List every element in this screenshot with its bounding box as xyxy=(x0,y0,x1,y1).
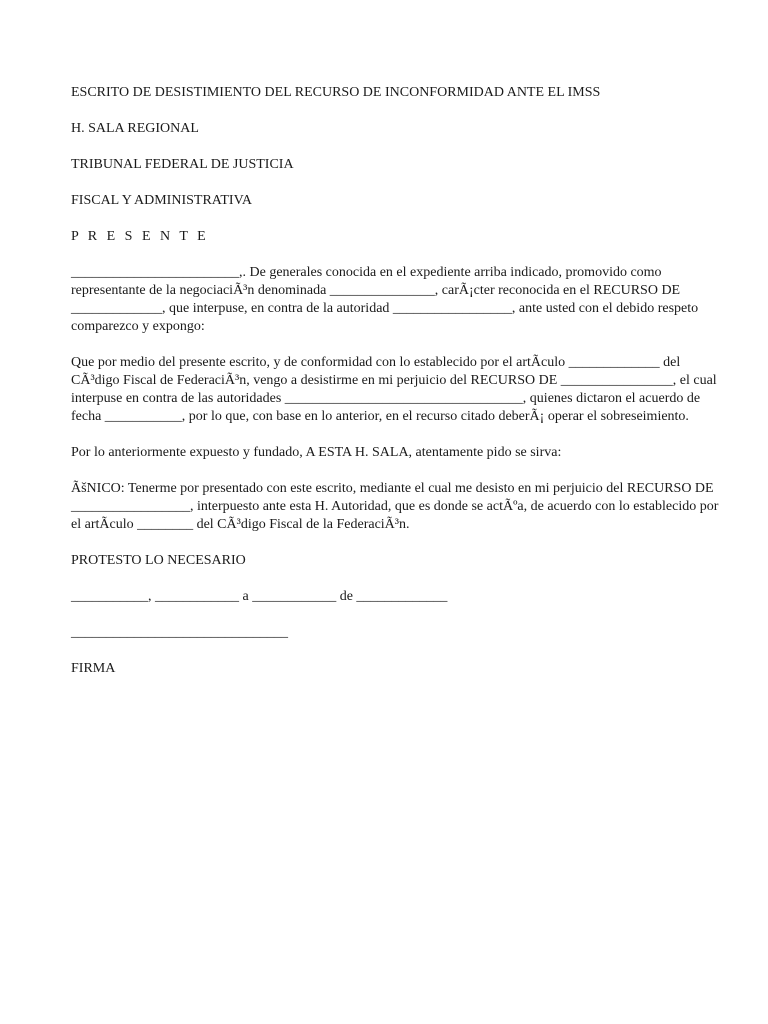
addressee-fiscal: FISCAL Y ADMINISTRATIVA xyxy=(71,193,252,208)
document-title: ESCRITO DE DESISTIMIENTO DEL RECURSO DE INCONFORMIDAD ANTE EL IMSS xyxy=(71,85,601,100)
date-line: ___________, ____________ a ____________ de _____________ xyxy=(71,589,448,604)
paragraph-peticion: Por lo anteriormente expuesto y fundado, A ESTA H. SALA, atentamente pido se sirva: xyxy=(71,445,562,460)
paragraph-desistimiento: Que por medio del presente escrito, y de conformidad con lo establecido por el artÃculo _____________ del CÃ³digo Fiscal de FederaciÃ³n, vengo a desistirme en mi perjuicio del RECURSO DE ________________, el cual interpuse en contra de las autoridades __________________________________, quienes dictaron el acuerdo de fecha ___________, por lo que, con base en lo anterior, en el recurso citado deberÃ¡ operar el sobreseimiento. xyxy=(71,355,717,424)
signature-line: _______________________________ xyxy=(71,625,288,640)
addressee-tribunal: TRIBUNAL FEDERAL DE JUSTICIA xyxy=(71,157,294,172)
firma-label: FIRMA xyxy=(71,661,116,676)
document-body xyxy=(71,84,731,678)
addressee-sala-regional: H. SALA REGIONAL xyxy=(71,121,199,136)
paragraph-introduction: ________________________,. De generales conocida en el expediente arriba indicado, promovido como representante de la negociaciÃ³n denominada _______________, carÃ¡cter reconocida en el RECURSO DE _____________, que interpuse, en contra de la autoridad _________________, ante usted con el debido respeto comparezco y expongo: xyxy=(71,265,699,334)
presente-heading: P R E S E N T E xyxy=(71,229,209,244)
paragraph-unico: ÃšNICO: Tenerme por presentado con este escrito, mediante el cual me desisto en mi perjuicio del RECURSO DE _________________, interpuesto ante esta H. Autoridad, que es donde se actÃºa, de acuerdo con lo establecido por el artÃculo ________ del CÃ³digo Fiscal de la FederaciÃ³n. xyxy=(71,481,719,532)
protesto-line: PROTESTO LO NECESARIO xyxy=(71,553,246,568)
